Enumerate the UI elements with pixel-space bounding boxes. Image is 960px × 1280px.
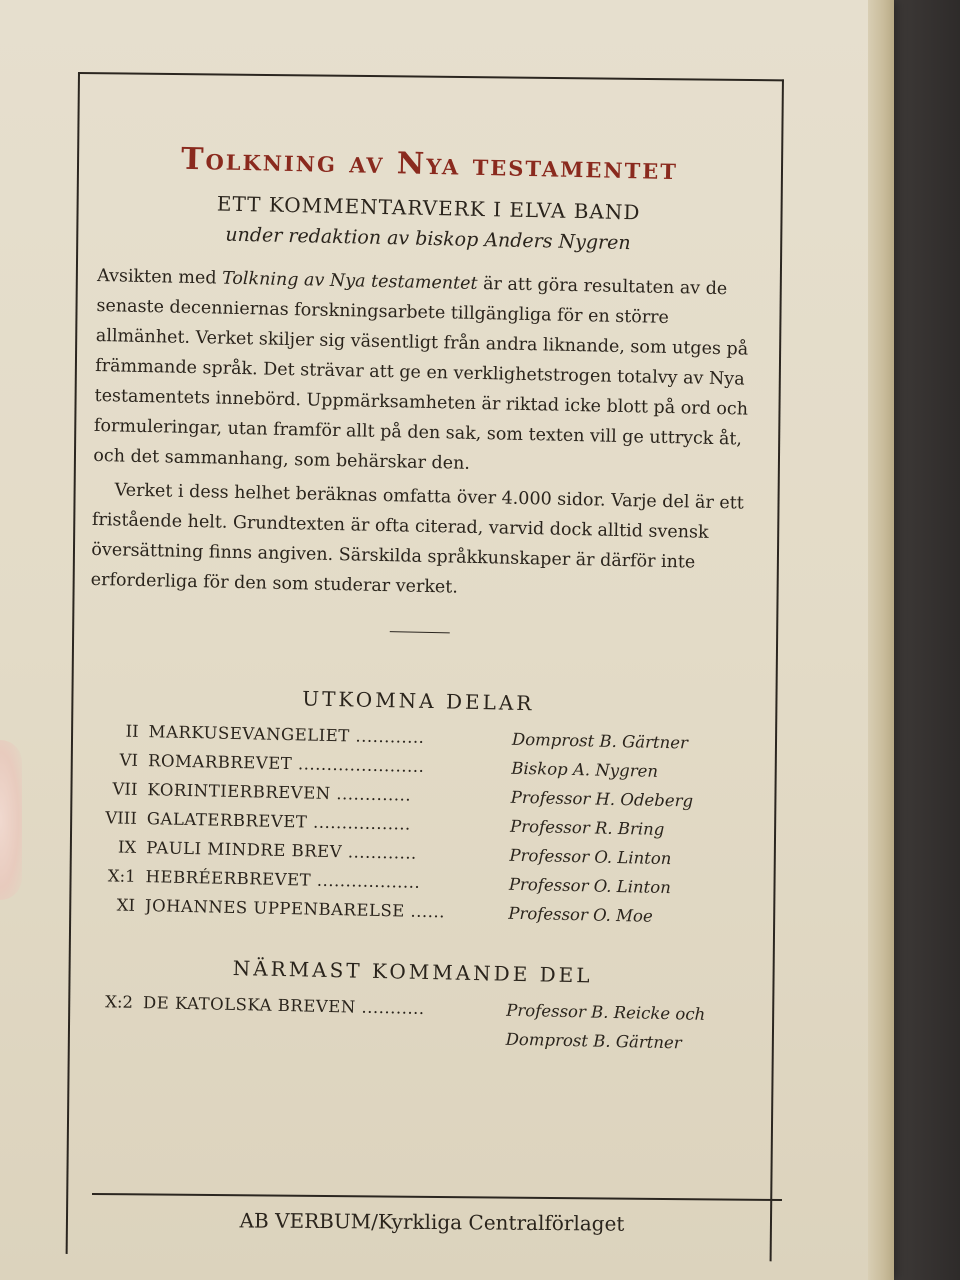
volume-number: VI [119,750,139,770]
publisher-line: AB VERBUM/Kyrkliga Centralförlaget [239,1208,625,1236]
page-content [81,140,760,1059]
volume-number: X:1 [107,866,136,886]
intro-paragraph [93,261,757,485]
volume-number: IX [117,837,137,857]
volume-author: Professor O. Moe [508,903,653,926]
volume-title: ROMARBREVET ...................... [147,751,425,776]
published-list [84,716,748,933]
upcoming-heading: NÄRMAST KOMMANDE DEL [232,955,593,988]
volume-title: PAULI MINDRE BREV ............ [146,838,418,863]
intro-work-title: Tolkning av Nya testamentet [221,268,478,294]
published-heading: UTKOMNA DELAR [301,686,535,716]
page-title: Tolkning av Nya testamentet [180,141,679,188]
volume-author: Professor O. Linton [509,845,672,869]
volume-title: HEBRÉERBREVET .................. [145,867,421,892]
volume-title: MARKUSEVANGELIET ............ [148,722,425,747]
volume-title: DE KATOLSKA BREVEN ........... [142,993,425,1018]
volume-author: Biskop A. Nygren [511,758,659,781]
volume-number: VII [112,779,138,799]
volume-author: Professor O. Linton [508,874,672,898]
intro-text-rest: är att göra resultaten av de senaste decenniernas forskningsarbete tillgängliga för en större allmänhet. Verket skiljer sig väsentligt från andra liknande, som utges på främmande språk. Det strävar att ge en verklighetstrogen totalvy av Nya testamentets innebörd. Uppmärksamheten är riktad icke blott på ord och formuleringar, utan framför allt på den sak, som texten vill ge uttryck åt, och det sammanhang, som behärskar den. [93,273,749,474]
editor-line: under redaktion av biskop Anders Nygren [225,223,631,255]
page-subtitle: ETT KOMMENTARVERK I ELVA BAND [216,191,641,225]
section-divider [390,631,450,633]
volume-title: JOHANNES UPPENBARELSE ...... [144,896,446,922]
holding-finger [0,740,22,900]
page-edge [868,0,894,1280]
details-paragraph: Verket i dess helhet beräknas omfatta över 4.000 sidor. Varje del är ett fristående helt. Grundtexten är ofta citerad, varvid dock alltid svensk översättning finns angiven. Särskilda språkkunskaper är därför inte erforderliga för den som studerar verket. [90,480,744,598]
volume-number: VIII [105,808,138,828]
volume-author: Domprost B. Gärtner [511,729,689,753]
volume-coauthor: Domprost B. Gärtner [505,1029,682,1053]
volume-author: Professor H. Odeberg [510,787,694,811]
volume-author: Professor R. Bring [509,816,665,839]
volume-number: XI [116,895,136,915]
volume-number: II [125,721,139,741]
volume-title: GALATERBREVET ................. [146,809,412,834]
volume-title: KORINTIERBREVEN ............. [147,780,412,805]
volume-author: Professor B. Reicke och [506,1000,706,1024]
volume-number: X:2 [104,992,134,1012]
intro-text-start: Avsikten med [96,265,223,289]
